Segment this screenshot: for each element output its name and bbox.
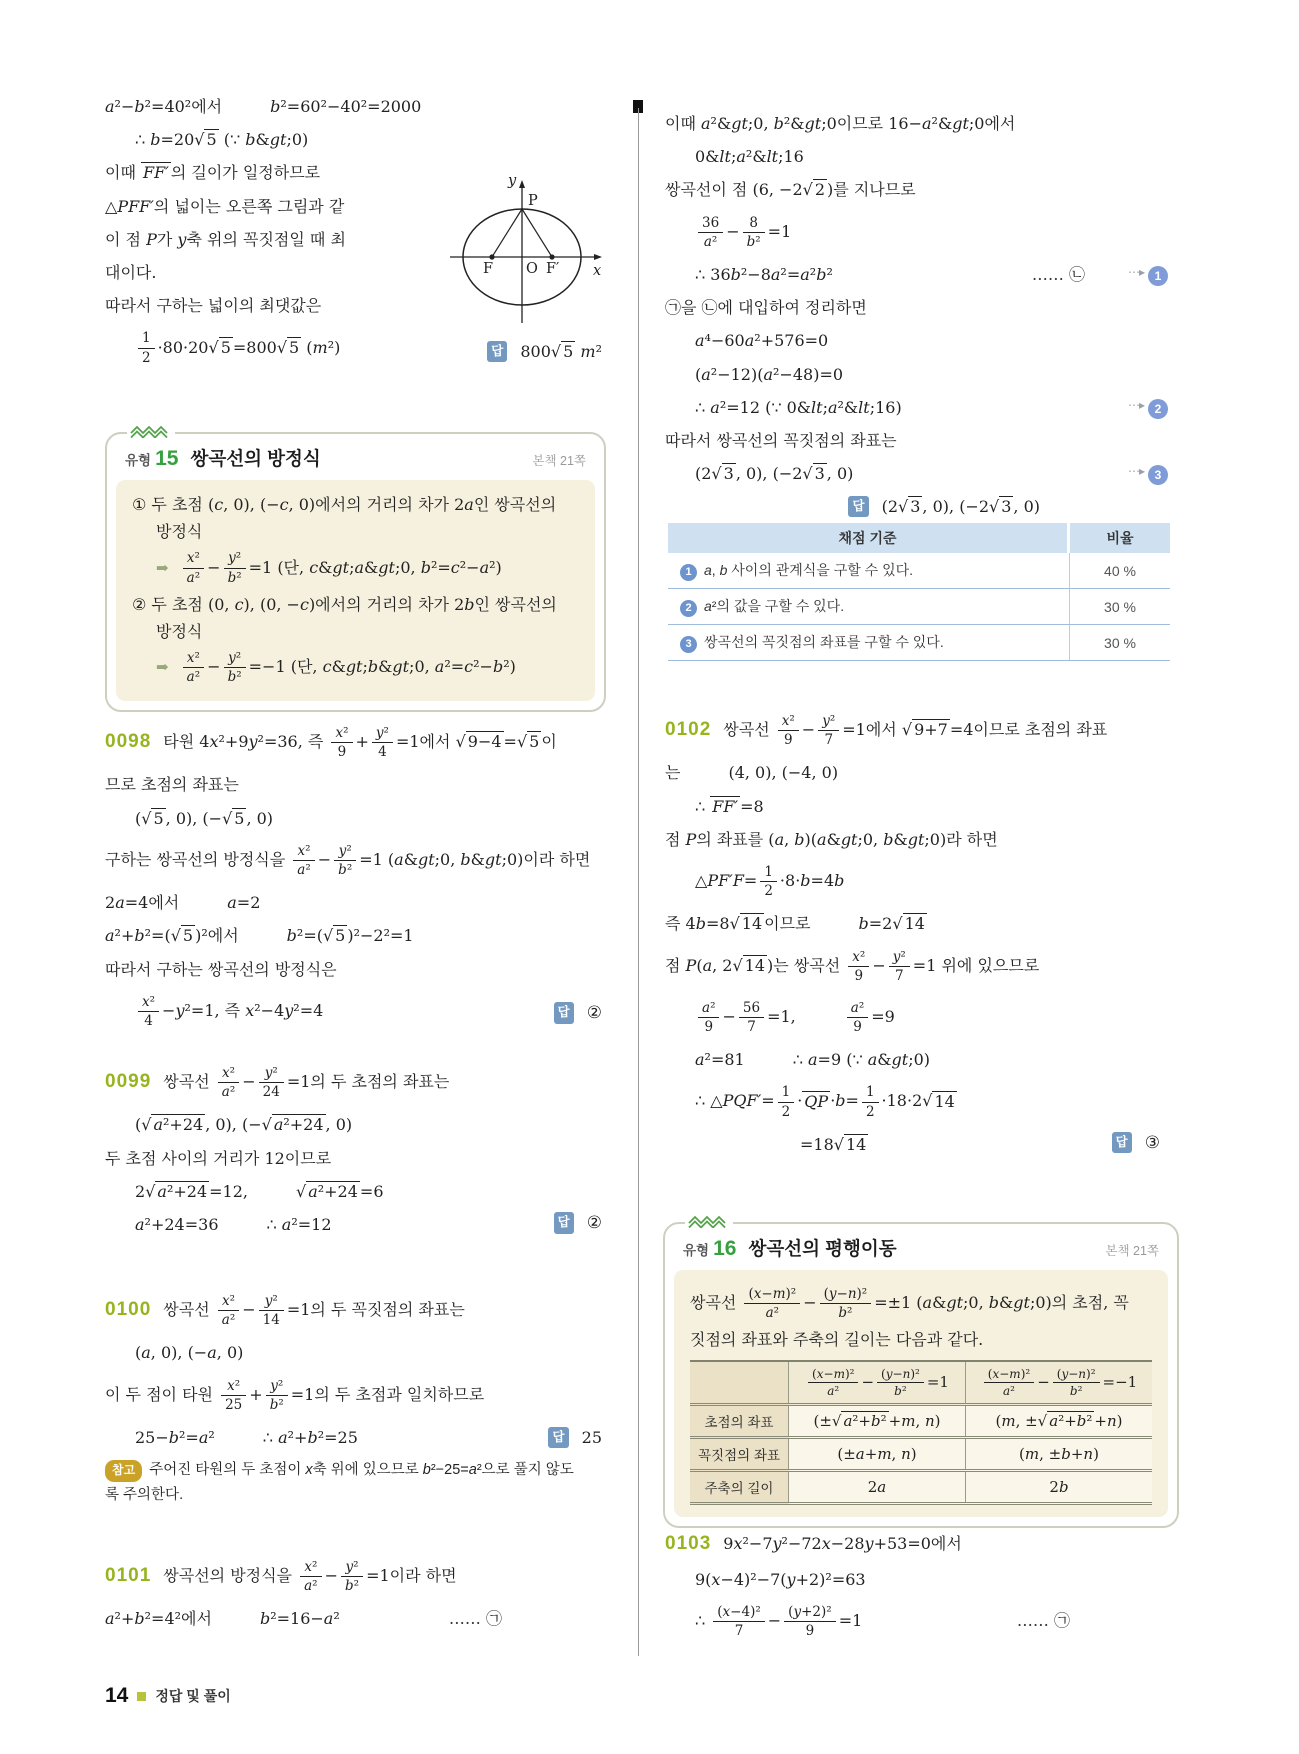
problem-number: 0100 (105, 1299, 152, 1321)
formula: 타원 4x²+9y²=36, 즉 $\frac{\text{x²}}{9}$ + $\frac{\text{y²}}{4}$ =1에서 √ 9−4 =√ 5 이 (163, 725, 557, 761)
step-circle-1: 1 (1148, 266, 1168, 286)
translation-table (690, 1360, 1152, 1506)
solution-line: 즉 4b=8√ 14 이므로 b=2√ 14 (665, 914, 925, 934)
type-number: 15 (155, 447, 179, 470)
criteria-header: 채점 기준 (838, 530, 897, 546)
problem-0099 (105, 1062, 602, 1246)
box-formula (132, 547, 579, 588)
corner-cell (690, 1361, 789, 1405)
formula: 9x²−7y²−72x−28y+53=0에서 (723, 1534, 962, 1553)
reference-note: 록 주의한다. (105, 1487, 184, 1504)
answer (548, 1426, 602, 1449)
solution-line (665, 462, 1170, 485)
table-row (668, 553, 1170, 589)
solution-line: (√ 5 , 0), (−√ 5 , 0) (135, 808, 274, 828)
box-line: 방정식 (156, 522, 203, 542)
ratio-header: 비율 (1067, 523, 1170, 553)
solution-line: 2a=4에서 a=2 (105, 893, 261, 913)
solution-line (665, 710, 1170, 751)
solution-line: 두 초점 사이의 거리가 12이므로 (105, 1148, 332, 1168)
formula: 쌍곡선 $\frac{\text{x²}}{\text{a²}}$ − $\frac{\text{y²}}{14}$ =1의 두 꼭짓점의 좌표는 (163, 1293, 465, 1329)
solution-line: a²+b²=(√ 5 )²에서 b²=(√ 5 )²−2²=1 (105, 926, 414, 946)
solution-line: 점 P(a, 2√ 14 )는 쌍곡선 $\frac{\text{x²}}{9}$ − $\frac{\text{y²}}{7}$ =1 위에 있으므로 (665, 948, 1040, 984)
figure-label-O: O (526, 261, 538, 277)
answer-value: ③ (1144, 1133, 1160, 1154)
criteria-label: 쌍곡선의 꼭짓점의 좌표를 구할 수 있다. (704, 634, 944, 650)
criteria-text (668, 553, 1069, 588)
formula: 쌍곡선의 방정식을 $\frac{\text{x²}}{\text{a²}}$ − $\frac{\text{y²}}{\text{b²}}$ =1이라 하면 (163, 1559, 457, 1595)
solution-line: ∴ FF′ =8 (695, 796, 764, 816)
formula: 쌍곡선 $\frac{\text{x²}}{9}$ − $\frac{\text{y²}}{7}$ =1에서 √ 9+7 =4이므로 초점의 좌표 (723, 713, 1108, 749)
solution-line (665, 1133, 1170, 1156)
criteria-text (668, 589, 1069, 624)
table-cell: (±a+m, n) (789, 1438, 966, 1471)
formula: ∴ $\frac{\text{(x−4)²}}{7}$ − $\frac{\text{(y+2)²}}{9}$ =1 (695, 1603, 863, 1639)
problem-0100 (105, 1290, 602, 1510)
footer-label: 정답 및 풀이 (155, 1688, 231, 1704)
bullet-square (137, 1692, 146, 1701)
type-number: 16 (713, 1237, 737, 1260)
solution-line: 따라서 구하는 쌍곡선의 방정식은 (105, 959, 337, 979)
step-circle-3: 3 (1148, 465, 1168, 485)
ratio-value: 30 % (1069, 589, 1170, 624)
answer-value: (2√ 3 , 0), (−2√ 3 , 0) (881, 497, 1040, 517)
note-text: 주어진 타원의 두 초점이 x축 위에 있으므로 b²−25=a²으로 풀지 않도 (149, 1462, 574, 1479)
type-box-header (107, 434, 604, 478)
solution-line: 9(x−4)²−7(y+2)²=63 (695, 1569, 866, 1589)
box-line: ② 두 초점 (0, c), (0, −c)에서의 거리의 차가 2b인 쌍곡선의 (132, 594, 557, 614)
box-line: 쌍곡선 $\frac{\text{(x−m)²}}{\text{a²}}$ − $\frac{\text{(y−n)²}}{\text{b²}}$ =±1 (a&gt;0, b&gt;0)의 초점, 꼭 (690, 1286, 1129, 1322)
solution-line (665, 1530, 1170, 1558)
dashed-arrow-icon: ⋯▸ (1127, 464, 1144, 479)
table-header-row (690, 1361, 1152, 1405)
problem-0101-continued (665, 112, 1170, 528)
table-cell: 2a (789, 1471, 966, 1504)
formula: $\frac{\text{x²}}{4}$ −y²=1, 즉 x²−4y²=4 (135, 1001, 323, 1020)
row-label: 꼭짓점의 좌표 (690, 1438, 789, 1471)
criteria-text (668, 625, 1069, 660)
solution-line: 따라서 쌍곡선의 꼭짓점의 좌표는 (665, 430, 897, 450)
box-line: 방정식 (156, 621, 203, 641)
solution-line (665, 1601, 1170, 1642)
solution-line: 대이다. (105, 262, 157, 282)
solution-line (665, 263, 1170, 286)
problem-number: 0101 (105, 1565, 152, 1587)
solution-line: a⁴−60a²+576=0 (695, 331, 829, 351)
table-row (668, 589, 1170, 625)
step-circle-3: 3 (680, 636, 697, 653)
answer-value: 25 (581, 1427, 602, 1447)
solution-line: △PFF′의 넓이는 오른쪽 그림과 같 (105, 196, 345, 216)
solution-line (105, 1290, 602, 1331)
answer-badge: 답 (554, 1002, 574, 1023)
column-header: $\frac{\text{(x−m)²}}{\text{a²}}$ − $\frac{\text{(y−n)²}}{\text{b²}}$ =1 (789, 1361, 966, 1405)
column-header: $\frac{\text{(x−m)²}}{\text{a²}}$ − $\frac{\text{(y−n)²}}{\text{b²}}$ =−1 (966, 1361, 1153, 1405)
answer (1112, 1131, 1160, 1156)
answer (554, 1211, 602, 1236)
answer-badge: 답 (848, 496, 868, 517)
type-title: 쌍곡선의 평행이동 (748, 1238, 897, 1259)
ratio-value: 30 % (1069, 625, 1170, 660)
criteria-label: a²의 값을 구할 수 있다. (704, 598, 845, 614)
type-box-body (674, 1270, 1168, 1517)
row-label: 주축의 길이 (690, 1471, 789, 1504)
grading-table (668, 523, 1170, 661)
solution-line: (a²−12)(a²−48)=0 (695, 364, 844, 384)
solution-line: 는 (4, 0), (−4, 0) (665, 763, 839, 783)
problem-0098 (105, 722, 602, 1042)
table-cell: (±√ a²+b² +m, n) (789, 1405, 966, 1438)
solution-line: 구하는 쌍곡선의 방정식을 $\frac{\text{x²}}{\text{a²}}$ − $\frac{\text{y²}}{\text{b²}}$ =1 (a&gt;0, b&gt;0)이라 하면 (105, 842, 591, 878)
arrow-icon: ➡ (156, 558, 169, 577)
solution-line (105, 1213, 602, 1236)
problem-0101 (105, 1556, 602, 1641)
table-cell: (m, ±b+n) (966, 1438, 1153, 1471)
solution-line: ∴ △PQF′= $\frac{1}{2}$ · QP ·b= $\frac{1}{2}$ ·18·2√ 14 (695, 1084, 955, 1120)
solution-line (105, 327, 602, 368)
solution-line: 이 점 P가 y축 위의 꼭짓점일 때 최 (105, 229, 346, 249)
solution-line (105, 1556, 602, 1597)
solution-line: 0&lt;a²&lt;16 (695, 147, 804, 167)
answer (665, 495, 1170, 518)
type-title: 쌍곡선의 방정식 (190, 448, 321, 469)
answer-badge: 답 (1112, 1132, 1132, 1153)
arrow-icon: ➡ (156, 658, 169, 677)
type-page-ref: 본책 21쪽 (1105, 1244, 1159, 1258)
dashed-arrow-icon: ⋯▸ (1127, 397, 1144, 412)
type-tag: 유형 (125, 453, 152, 468)
grading-table-header (668, 523, 1170, 553)
type-15-box (105, 432, 606, 712)
solution-line: 이때 a²&gt;0, b²&gt;0이므로 16−a²&gt;0에서 (665, 114, 1016, 133)
formula: (2√ 3 , 0), (−2√ 3 , 0) (695, 464, 854, 484)
row-label: 초점의 좌표 (690, 1405, 789, 1438)
solution-line: $\frac{\text{a²}}{9}$ − $\frac{56}{7}$ =1, $\frac{\text{a²}}{9}$ =9 (665, 997, 1170, 1038)
table-row (690, 1438, 1152, 1471)
solution-line: (a, 0), (−a, 0) (135, 1343, 244, 1363)
type-box-header (665, 1224, 1177, 1268)
answer (487, 340, 602, 363)
box-formula (132, 647, 579, 688)
formula: $\frac{\text{x²}}{\text{a²}}$ − $\frac{\text{y²}}{\text{b²}}$ =−1 (단, c&gt;b&gt;0, a²=c²−b²) (180, 657, 516, 676)
type-16-box (663, 1222, 1179, 1528)
solution-line (105, 991, 602, 1032)
solution-line: ㉠을 ㉡에 대입하여 정리하면 (665, 298, 867, 318)
table-cell: 2b (966, 1471, 1153, 1504)
answer-value: 800√ 5 m² (520, 341, 602, 361)
problem-0103 (665, 1530, 1170, 1652)
figure-label-F-prime: F′ (546, 261, 560, 277)
formula: =18√ 14 (800, 1134, 867, 1154)
solution-line: 므로 초점의 좌표는 (105, 775, 239, 795)
solution-line (105, 1607, 602, 1630)
answer-badge: 답 (548, 1427, 568, 1448)
step-circle-1: 1 (680, 564, 697, 581)
formula: 쌍곡선 $\frac{\text{x²}}{\text{a²}}$ − $\frac{\text{y²}}{24}$ =1의 두 초점의 좌표는 (163, 1065, 450, 1101)
answer-value: ② (586, 1003, 602, 1024)
answer-value: ② (586, 1213, 602, 1234)
solution-line (105, 722, 602, 763)
formula: $\frac{\text{x²}}{\text{a²}}$ − $\frac{\text{y²}}{\text{b²}}$ =1 (단, c&gt;a&gt;0, b²=c²−a²) (180, 558, 502, 577)
solution-line: ∴ b=20√ 5 (∵ b&gt;0) (135, 130, 309, 150)
ellipse-figure (450, 173, 605, 329)
step-marker (1128, 458, 1168, 485)
problem-number: 0099 (105, 1071, 152, 1093)
problem-number: 0098 (105, 731, 152, 753)
answer (554, 1001, 602, 1026)
table-row (690, 1405, 1152, 1438)
problem-number: 0102 (665, 719, 712, 741)
figure-label-x: x (593, 263, 602, 279)
table-cell: (m, ±√ a²+b² +n) (966, 1405, 1153, 1438)
solution-line: △PF′F= $\frac{1}{2}$ ·8·b=4b (695, 863, 845, 900)
dashed-arrow-icon: ⋯▸ (1127, 265, 1144, 280)
equation-marker: …… ㉠ (448, 1609, 502, 1629)
criteria-label: a, b 사이의 관계식을 구할 수 있다. (704, 562, 914, 578)
solution-line: 2√ a²+24 =12, √ a²+24 =6 (135, 1181, 384, 1201)
box-line: 짓점의 좌표와 주축의 길이는 다음과 같다. (690, 1330, 984, 1350)
reference-note (105, 1459, 602, 1482)
formula: a²+b²=4²에서 b²=16−a² (105, 1609, 340, 1629)
box-line: ① 두 초점 (c, 0), (−c, 0)에서의 거리의 차가 2a인 쌍곡선의 (132, 495, 557, 514)
solution-line (105, 1426, 602, 1449)
solution-line: a²−b²=40²에서 b²=60²−40²=2000 (105, 97, 422, 116)
solution-line: 이때 FF′ 의 길이가 일정하므로 (105, 163, 321, 183)
problem-number: 0103 (665, 1533, 712, 1554)
solution-line (665, 396, 1170, 419)
page-number: 14 (105, 1684, 129, 1707)
answer-badge: 답 (487, 341, 507, 362)
reference-badge: 참고 (105, 1460, 142, 1482)
formula: 25−b²=a² ∴ a²+b²=25 (135, 1427, 358, 1447)
table-row (668, 625, 1170, 661)
solution-continued (105, 95, 602, 379)
equation-marker: …… ㉡ (1031, 264, 1085, 284)
figure-label-F: F (483, 261, 494, 277)
page-footer (105, 1684, 231, 1708)
step-marker (1128, 259, 1168, 286)
formula: a²+24=36 ∴ a²=12 (135, 1214, 332, 1234)
type-page-ref: 본책 21쪽 (532, 454, 586, 468)
column-divider (638, 108, 639, 1656)
type-box-body (116, 480, 595, 701)
zigzag-icon (127, 425, 175, 438)
solution-line: (√ a²+24 , 0), (−√ a²+24 , 0) (135, 1115, 353, 1135)
zigzag-icon (685, 1215, 733, 1228)
formula: ∴ 36b²−8a²=a²b² (695, 264, 833, 284)
answer-badge: 답 (554, 1212, 574, 1233)
step-circle-2: 2 (1148, 399, 1168, 419)
ratio-value: 40 % (1069, 553, 1170, 588)
solution-line (105, 1062, 602, 1103)
problem-0102 (665, 710, 1170, 1166)
solution-line: 이 두 점이 타원 $\frac{\text{x²}}{25}$ + $\frac{\text{y²}}{\text{b²}}$ =1의 두 초점과 일치하므로 (105, 1377, 485, 1413)
step-circle-2: 2 (680, 600, 697, 617)
type-tag: 유형 (683, 1243, 710, 1258)
solution-line: a²=81 ∴ a=9 (∵ a&gt;0) (695, 1050, 931, 1070)
solution-line: 쌍곡선이 점 (6, −2√ 2 )를 지나므로 (665, 180, 916, 200)
step-marker (1128, 392, 1168, 419)
solution-line: 점 P의 좌표를 (a, b)(a&gt;0, b&gt;0)라 하면 (665, 829, 998, 849)
figure-label-y: y (508, 173, 517, 189)
formula: $\frac{1}{2}$ ·80·20√ 5 =800√ 5 (m²) (135, 338, 340, 357)
formula: ∴ a²=12 (∵ 0&lt;a²&lt;16) (695, 397, 902, 417)
equation-marker: …… ㉠ (1016, 1610, 1070, 1630)
solution-line: $\frac{36}{\text{a²}}$ − $\frac{8}{\text{b²}}$ =1 (665, 212, 1170, 253)
table-row (690, 1471, 1152, 1504)
figure-label-P: P (528, 193, 538, 209)
solution-line: 따라서 구하는 넓이의 최댓값은 (105, 296, 322, 316)
